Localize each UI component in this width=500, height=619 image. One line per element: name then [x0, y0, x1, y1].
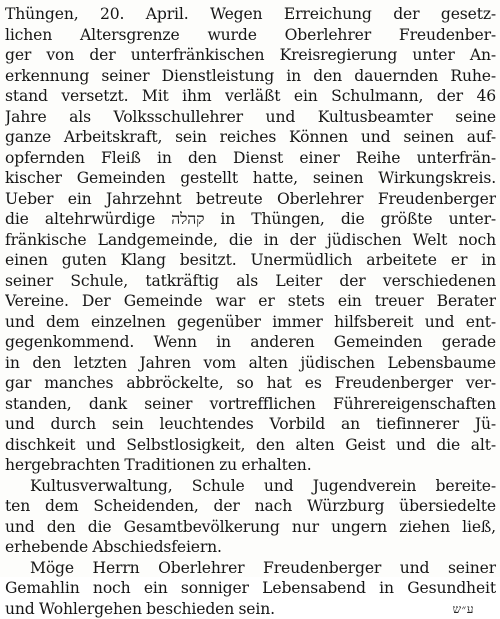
text-line: lichen Altersgrenze wurde Oberlehrer Freudenber-	[5, 25, 496, 46]
text-line: seiner Schule, tatkräftig als Leiter der verschiedenen	[5, 271, 496, 292]
text-line: gar manches abbröckelte, so hat es Freudenberger ver-	[5, 373, 496, 394]
text-line: stand versetzt. Mit ihm verläßt ein Schulmann, der 46	[5, 86, 496, 107]
text-line: hergebrachten Traditionen zu erhalten.	[5, 455, 496, 476]
text-line: standen, dank seiner vortrefflichen Führereigenschaften	[5, 394, 496, 415]
text-line: und dem einzelnen gegenüber immer hilfsbereit und ent-	[5, 312, 496, 333]
closing-line	[5, 599, 496, 619]
text-line: dischkeit und Selbstlosigkeit, den alten Geist und die alt-	[5, 435, 496, 456]
text-line: Vereine. Der Gemeinde war er stets ein treuer Berater	[5, 291, 496, 312]
text-line: ger von der unterfränkischen Kreisregierung unter An-	[5, 45, 496, 66]
text-line: fränkische Landgemeinde, die in der jüdischen Welt noch	[5, 230, 496, 251]
text-line: ganze Arbeitskraft, sein reiches Können und seinen auf-	[5, 127, 496, 148]
text-line: erkennung seiner Dienstleistung in den dauernden Ruhe-	[5, 66, 496, 87]
text-line: Thüngen, 20. April. Wegen Erreichung der gesetz-	[5, 4, 496, 25]
text-line: erhebende Abschiedsfeiern.	[5, 537, 496, 558]
text-line: Möge Herrn Oberlehrer Freudenberger und seiner	[5, 558, 496, 579]
text-line: Gemahlin noch ein sonniger Lebensabend in Gesundheit	[5, 578, 496, 599]
text-line: opfernden Fleiß in den Dienst einer Reihe unterfrän-	[5, 148, 496, 169]
text-line: gegenkommend. Wenn in anderen Gemeinden gerade	[5, 332, 496, 353]
text-line: ten dem Scheidenden, der nach Würzburg übersiedelte	[5, 496, 496, 517]
text-line: kischer Gemeinden gestellt hatte, seinen Wirkungskreis.	[5, 168, 496, 189]
text-line: und durch sein leuchtendes Vorbild an tiefinnerer Jü-	[5, 414, 496, 435]
text-line: Ueber ein Jahrzehnt betreute Oberlehrer Freudenberger	[5, 189, 496, 210]
text-line: einen guten Klang besitzt. Unermüdlich arbeitete er in	[5, 250, 496, 271]
text-line: und Wohlergehen beschieden sein.	[5, 600, 275, 618]
text-line: Kultusverwaltung, Schule und Jugendverein bereite-	[5, 476, 496, 497]
text-line: Jahre als Volksschullehrer und Kultusbeamter seine	[5, 107, 496, 128]
text-line: und den die Gesamtbevölkerung nur ungern ziehen ließ,	[5, 517, 496, 538]
text-line: in den letzten Jahren vom alten jüdischen Lebensbaume	[5, 353, 496, 374]
text-line: die altehrwürdige קהלה in Thüngen, die größte unter-	[5, 209, 496, 230]
author-signature: ע״ש	[453, 599, 474, 619]
